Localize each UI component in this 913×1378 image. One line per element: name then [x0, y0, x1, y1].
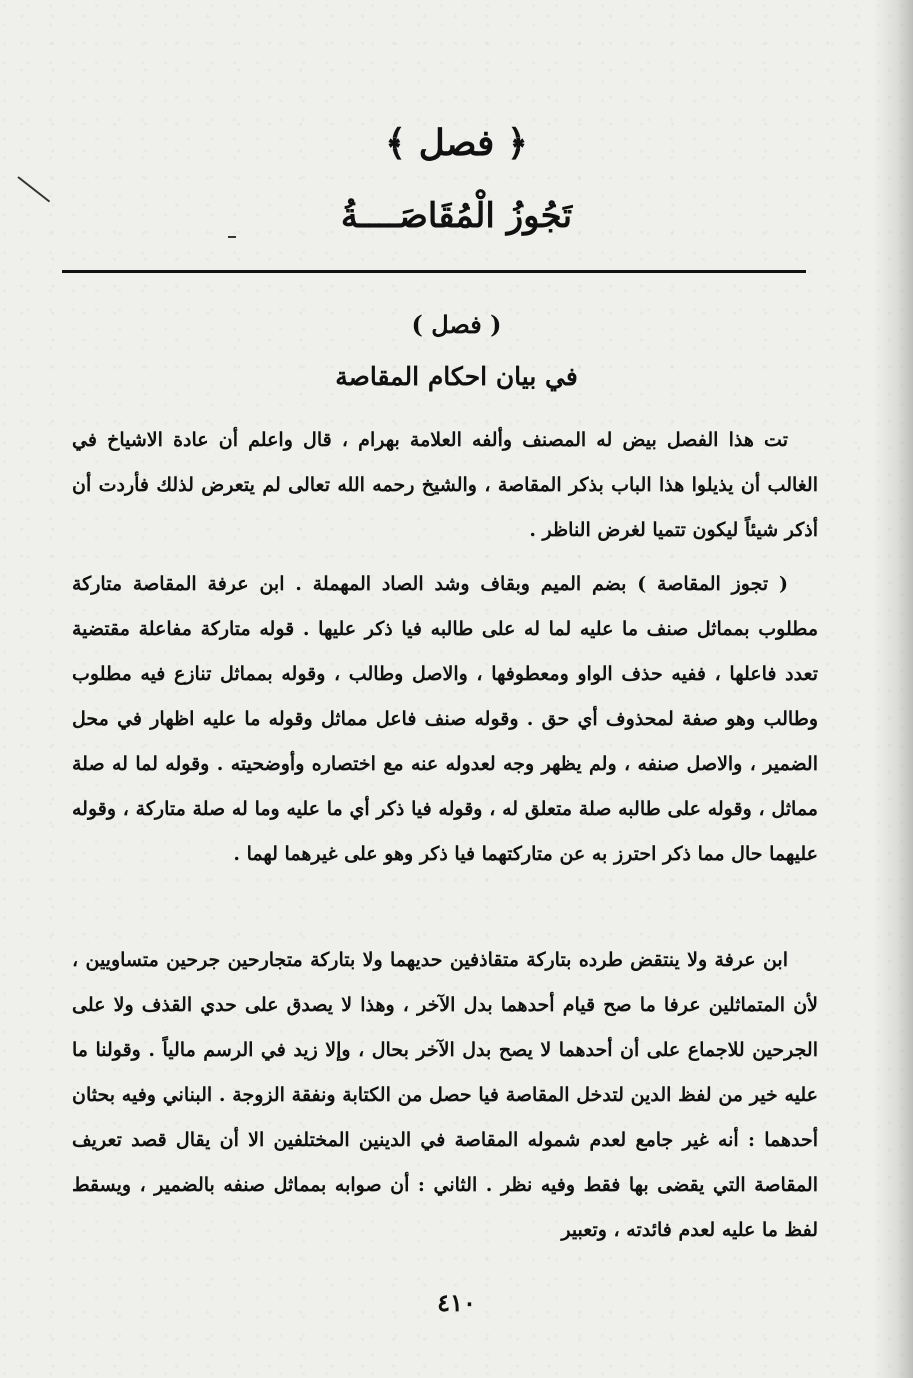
- paragraph-text: ( تجوز المقاصة ) بضم الميم وبقاف وشد الصاد المهملة . ابن عرفة المقاصة متاركة مطلوب بمماثل صنف ما عليه لما له على طالبه فيا ذكر عليها . قوله متاركة مفاعلة مقتضية تعدد فاعلها ، ففيه حذف الواو ومعطوفها ، والاصل وطالب ، وقوله بمماثل تنازع فيه مطلوب وطالب وهو صفة لمحذوف أي حق . وقوله صنف فاعل مماثل وقوله ما عليه اظهار في محل الضمير ، والاصل صنفه ، ولم يظهر وجه لعدوله عنه مع اختصاره وأوضحيته . وقوله لما له صلة مماثل ، وقوله على طالبه صلة متعلق له ، وقوله فيا ذكر أي ما عليه وما له صلة متاركة ، وقوله عليهما حال مما ذكر احترز به عن متاركتهما فيا ذكر وهو على غيرهما لهما .: [72, 573, 818, 865]
- paragraph-text: ابن عرفة ولا ينتقض طرده بتاركة متقاذفين حديهما ولا بتاركة متجارحين جرحين متساويين ، لأن المتماثلين عرفا ما صح قيام أحدهما بدل الآخر ، وهذا لا يصدق على حدي القذف ولا على الجرحين للاجماع على أن أحدهما لا يصح بدل الآخر بحال ، وإلا زيد في الرسم مالياً . وقولنا ما عليه خير من لفظ الدين لتدخل المقاصة فيا حصل من الكتابة ونفقة الزوجة . البناني وفيه بحثان أحدهما : أنه غير جامع لعدم شموله المقاصة في الدينين المختلفين الا أن يقال قصد تعريف المقاصة التي يقضى بها فقط وفيه نظر . الثاني : أن صوابه بمماثل صنفه بالضمير ، ويسقط لفظ ما عليه لعدم فائدته ، وتعبير: [72, 949, 818, 1241]
- chapter-subtitle: تَجُوزُ الْمُقَاصَــــةُ: [340, 196, 573, 236]
- paragraph: [72, 562, 818, 877]
- scan-mark: [228, 236, 236, 238]
- paragraph: [72, 938, 818, 1253]
- paragraph: [72, 418, 818, 553]
- section-heading: في بيان احكام المقاصة: [335, 362, 578, 391]
- page-number: ٤١٠: [437, 1288, 476, 1317]
- paragraph-text: تت هذا الفصل بيض له المصنف وألفه العلامة بهرام ، قال واعلم أن عادة الاشياخ في الغالب أن يذيلوا هذا الباب بذكر المقاصة ، والشيخ رحمه الله تعالى لم يتعرض لذلك فأردت أن أذكر شيئاً ليكون تتميا لغرض الناظر .: [72, 429, 818, 541]
- header-divider: [62, 270, 806, 273]
- section-label: ( فصل ): [411, 310, 502, 339]
- chapter-title: ﴿ فصل ﴾: [385, 122, 528, 164]
